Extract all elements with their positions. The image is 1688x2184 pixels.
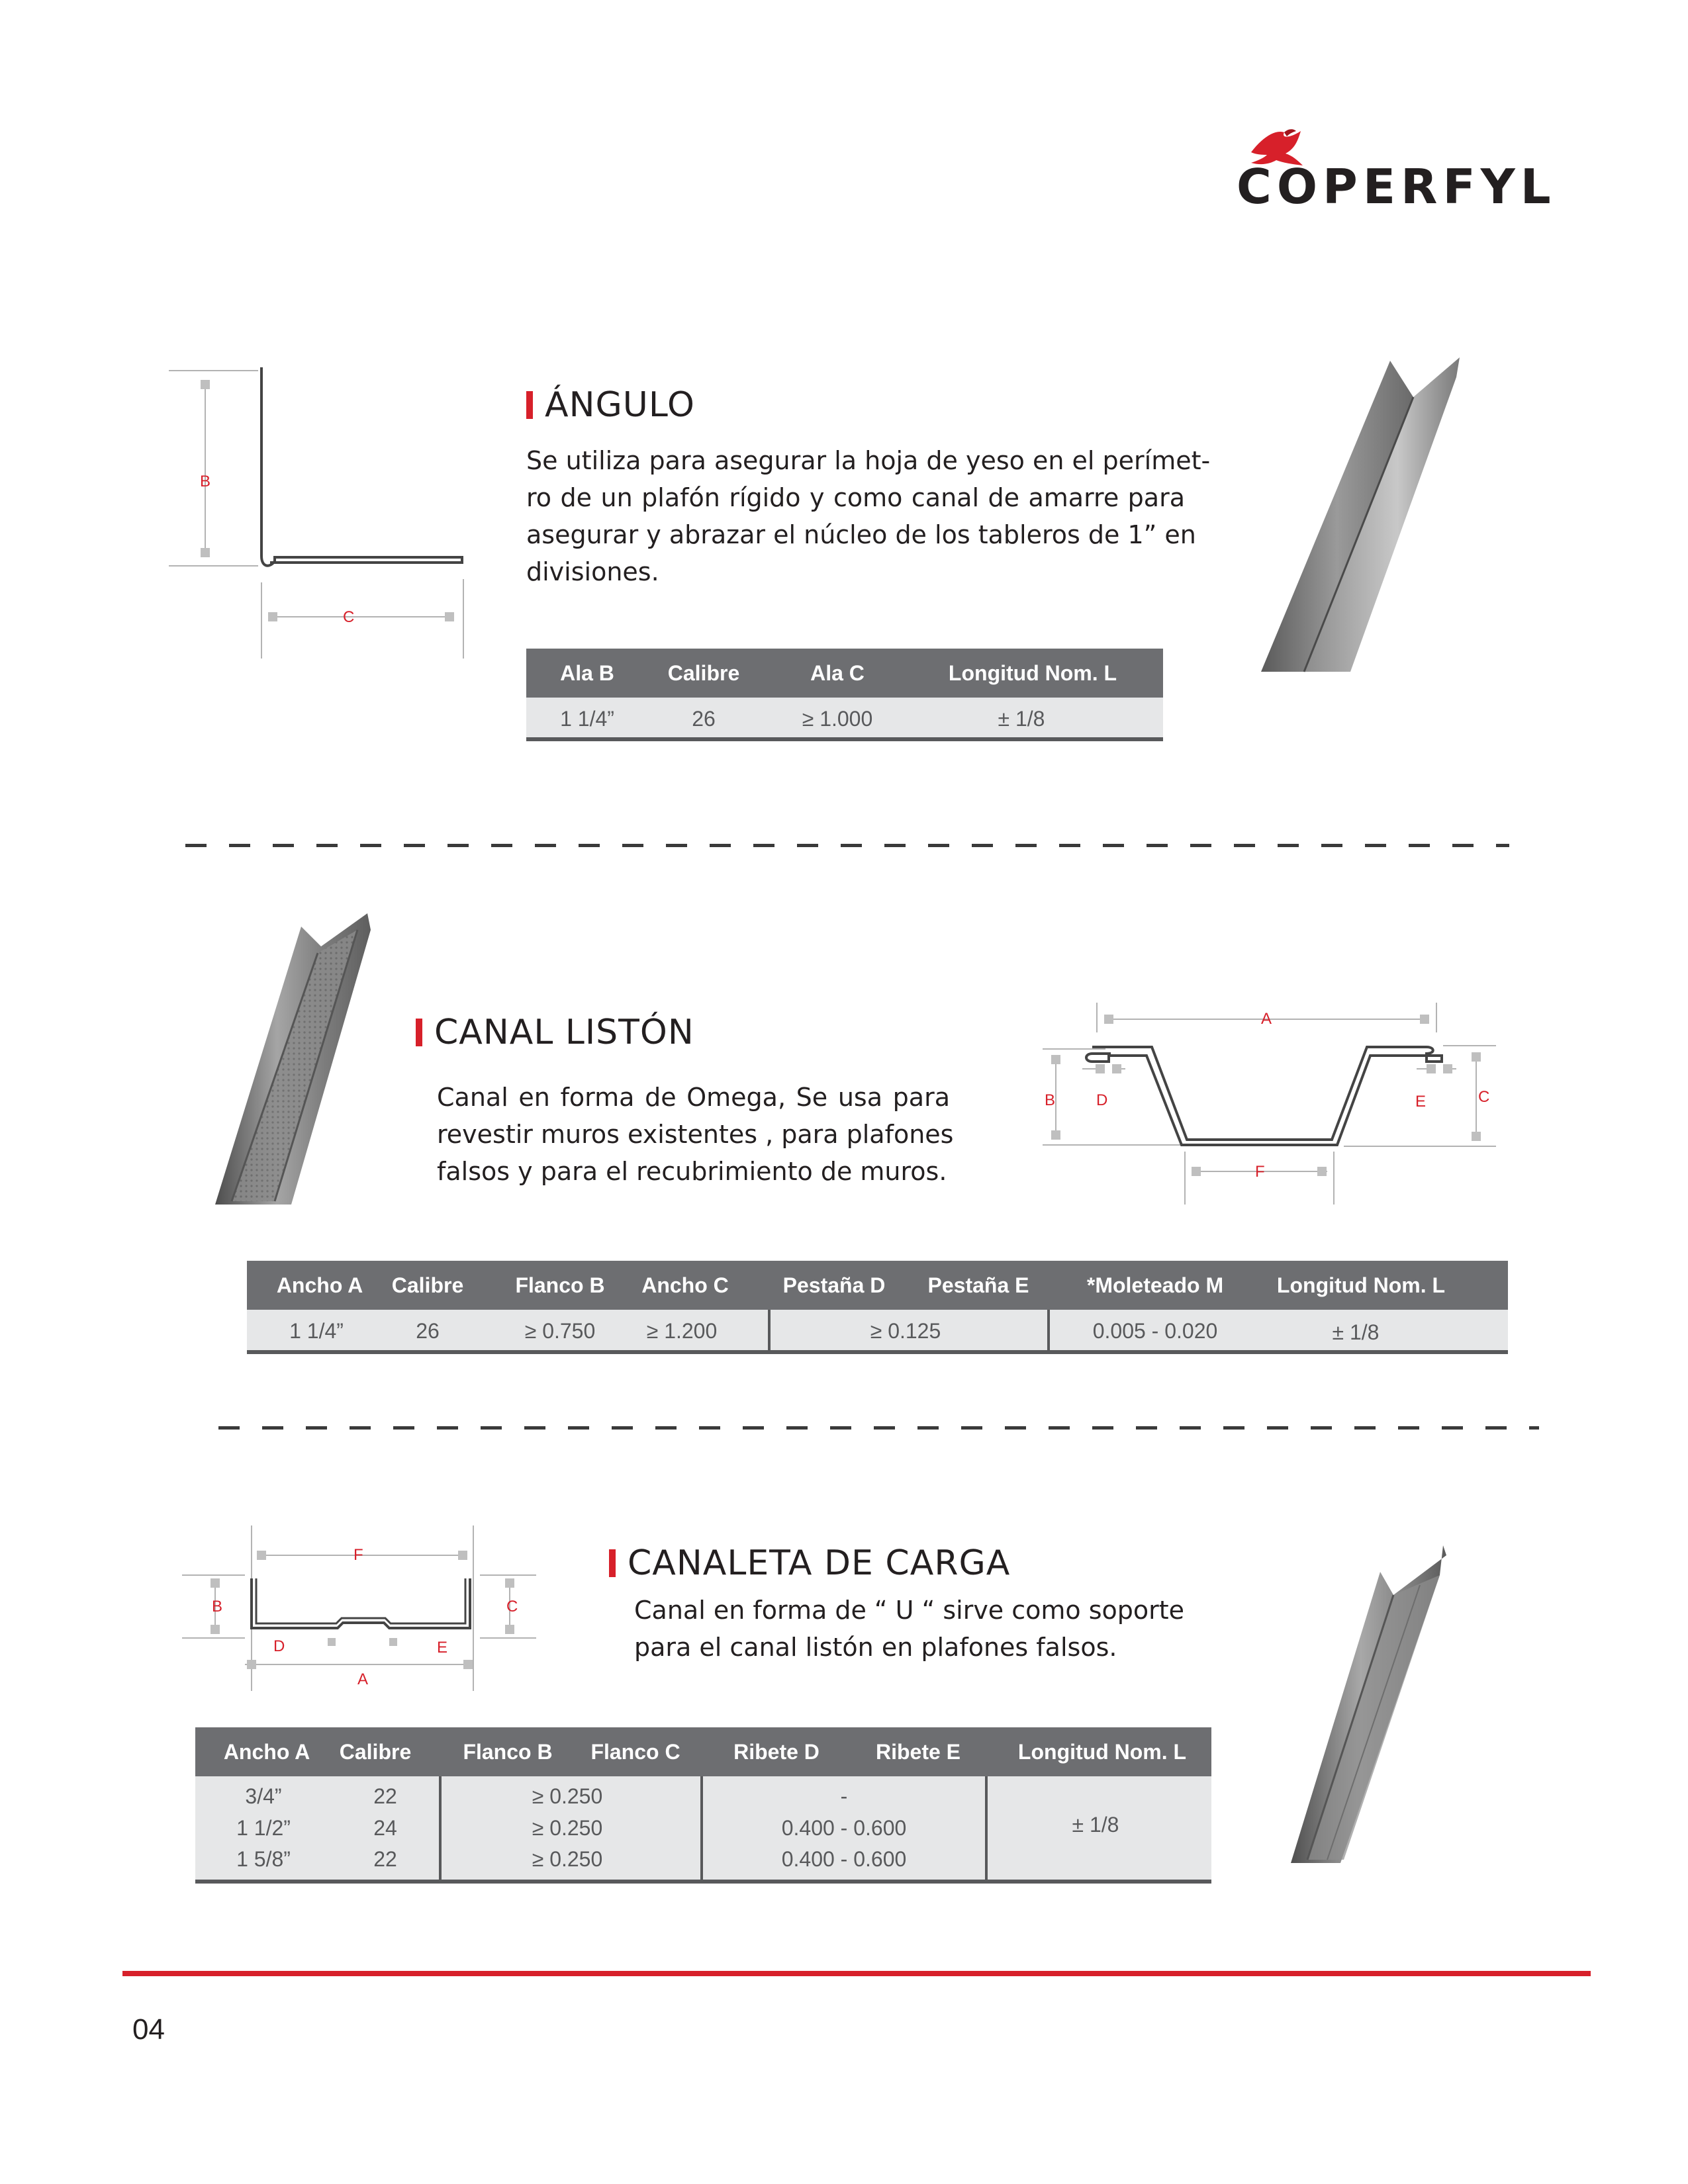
table-row: 1 1/4” 26 ≥ 1.000 ± 1/8 — [526, 698, 1163, 740]
diagram-label-b: B — [1045, 1091, 1056, 1109]
diagram-label-a: A — [1261, 1010, 1272, 1028]
canaleta-diagram — [179, 1519, 549, 1698]
diagram-label-c: C — [1478, 1088, 1490, 1106]
canaleta-product-image — [1281, 1535, 1460, 1866]
diagram-label-e: E — [1415, 1093, 1427, 1111]
angulo-product-image — [1258, 351, 1476, 675]
brand-name: COPERFYL — [1237, 159, 1556, 214]
section-title-angulo: ÁNGULO — [526, 385, 695, 425]
diagram-label-f: F — [1255, 1163, 1265, 1181]
page-number: 04 — [132, 2013, 165, 2046]
column-divider — [1047, 1310, 1050, 1353]
canal-liston-product-image — [212, 913, 384, 1205]
table-bottom-rule — [247, 1350, 1508, 1354]
canaleta-table-body: 3/4” 1 1/2” 1 5/8” 22 24 22 ≥ 0.250 ≥ 0.250 ≥ 0.250 - 0.400 - 0.600 0.400 - 0.600 ± 1/8 — [195, 1776, 1211, 1882]
diagram-label-d: D — [273, 1637, 285, 1655]
angulo-diagram — [159, 357, 477, 668]
table-row: 1 1/4” 26 ≥ 0.750 ≥ 1.200 ≥ 0.125 0.005 - 0.020 ± 1/8 — [247, 1310, 1508, 1352]
section-divider — [218, 1426, 1539, 1430]
section-title-canal-liston: CANAL LISTÓN — [416, 1013, 694, 1052]
column-divider — [985, 1776, 988, 1882]
column-divider — [700, 1776, 703, 1882]
diagram-label-e: E — [437, 1639, 448, 1657]
canal-liston-diagram — [1033, 993, 1509, 1218]
title-accent-bar — [609, 1549, 616, 1577]
section-title-canaleta: CANALETA DE CARGA — [609, 1543, 1010, 1583]
column-divider — [768, 1310, 771, 1353]
diagram-label-d: D — [1096, 1091, 1108, 1109]
angulo-table-header: Ala B Calibre Ala C Longitud Nom. L — [526, 649, 1163, 698]
title-accent-bar — [416, 1019, 422, 1046]
angulo-description: Se utiliza para asegurar la hoja de yeso en el perímet- ro de un plafón rígido y como canal de amarre para asegurar y abrazar el núcleo de los tableros de 1” en divisiones. — [526, 446, 1211, 586]
canal-liston-table-header: Ancho A Calibre Flanco B Ancho C Pestaña D Pestaña E *Moleteado M Longitud Nom. L — [247, 1261, 1508, 1310]
title-accent-bar — [526, 391, 533, 419]
canaleta-table-header: Ancho A Calibre Flanco B Flanco C Ribete D Ribete E Longitud Nom. L — [195, 1727, 1211, 1776]
canaleta-description: Canal en forma de “ U “ sirve como soporte para el canal listón en plafones falsos. — [634, 1596, 1185, 1662]
footer-rule — [122, 1971, 1591, 1976]
diagram-label-b: B — [200, 473, 211, 490]
diagram-label-c: C — [506, 1598, 518, 1615]
diagram-label-c: C — [343, 608, 355, 626]
diagram-label-b: B — [212, 1598, 223, 1615]
diagram-label-a: A — [357, 1670, 369, 1688]
diagram-label-f: F — [353, 1546, 363, 1564]
canal-liston-description: Canal en forma de Omega, Se usa para revestir muros existentes , para plafones falsos y para el recubrimiento de muros. — [437, 1083, 954, 1186]
table-bottom-rule — [195, 1880, 1211, 1884]
column-divider — [439, 1776, 442, 1882]
table-bottom-rule — [526, 737, 1163, 741]
section-divider — [185, 844, 1509, 847]
